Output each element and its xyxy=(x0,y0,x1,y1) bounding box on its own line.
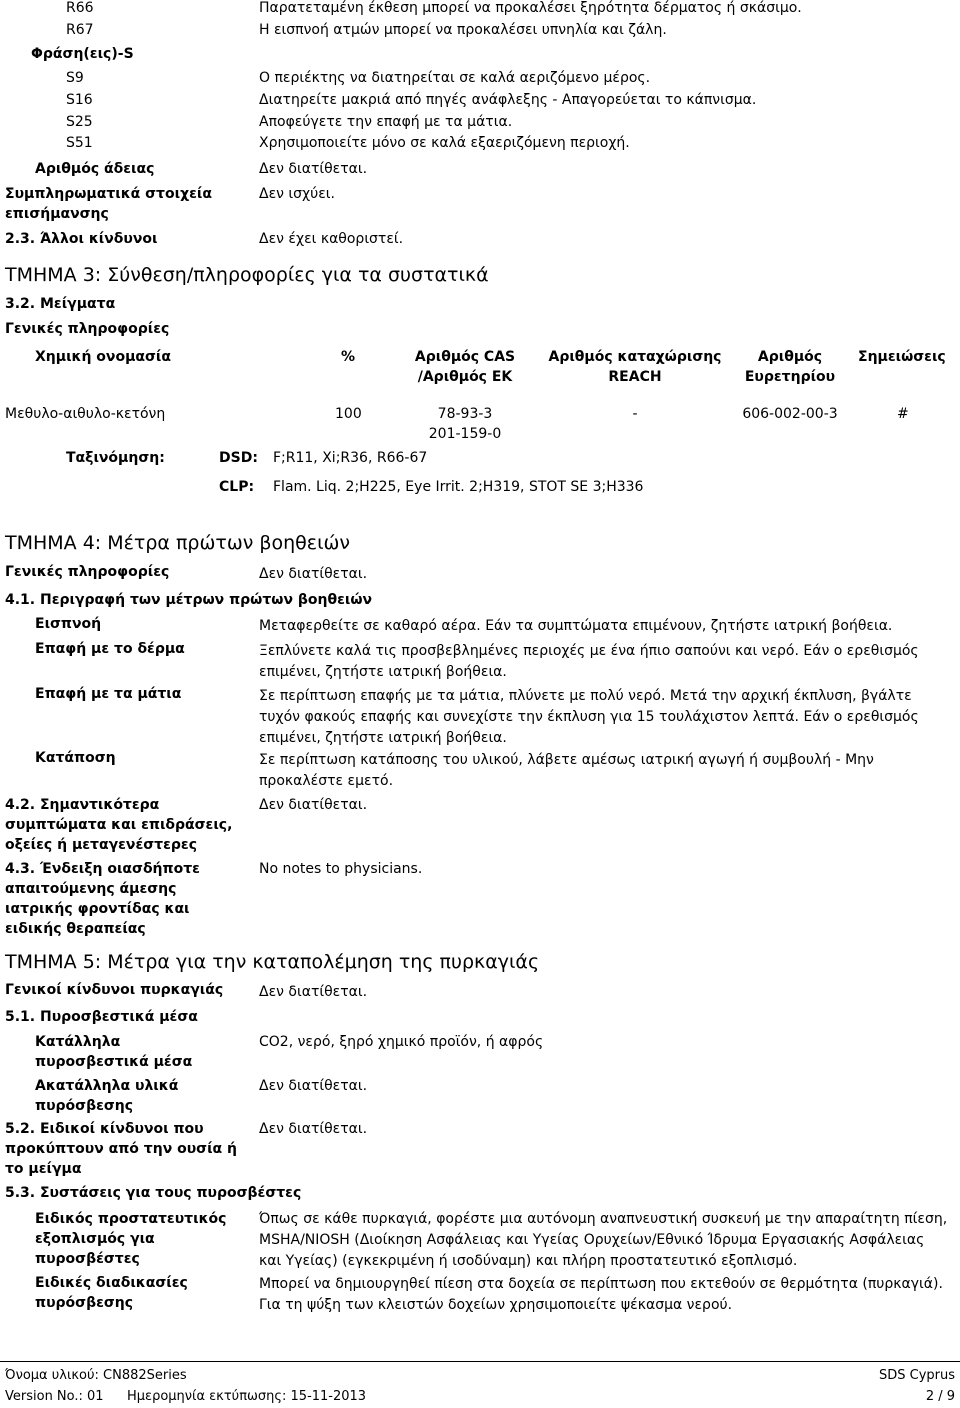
col-index-line1: Αριθμός xyxy=(757,349,823,365)
general-info-label: Γενικές πληροφορίες xyxy=(5,321,170,337)
s9-label: S9 xyxy=(66,70,84,86)
s25-text: Αποφεύγετε την επαφή με τα μάτια. xyxy=(259,114,513,130)
r67-label: R67 xyxy=(66,22,94,38)
s51-heading: 5.1. Πυροσβεστικά μέσα xyxy=(5,1009,198,1025)
substance-reach: - xyxy=(632,406,638,422)
s42-value: Δεν διατίθεται. xyxy=(259,797,368,813)
permit-value: Δεν διατίθεται. xyxy=(259,161,368,177)
firefighting-procedures-value: Μπορεί να δημιουργηθεί πίεση στα δοχεία σε περίπτωση που εκτεθούν σε θερμότητα (πυρκαγιά). Για τη ψύξη των κλειστών δοχείων χρησιμοποιείτε ψέκασμα νερού. xyxy=(259,1276,943,1313)
unsuitable-media-value: Δεν διατίθεται. xyxy=(259,1078,368,1094)
col-notes: Σημειώσεις xyxy=(858,349,946,365)
s5-general-value: Δεν διατίθεται. xyxy=(259,984,368,1000)
s51-label: S51 xyxy=(66,135,93,151)
protective-equipment-value: Όπως σε κάθε πυρκαγιά, φορέστε μια αυτόνομη αναπνευστική συσκευή με την απαραίτητη πίεση, MSHA/NIOSH (Διοίκηση Ασφάλειας και Υγείας Ορυχείων/Εθνικό Ίδρυμα Εργασιακής Ασφάλειας και Υγείας) (εγκεκριμένη ή ισοδύναμη) και πλήρη προστατευτικό εξοπλισμό. xyxy=(259,1211,948,1269)
footer-material-name: Όνομα υλικού: CN882Series xyxy=(5,1368,187,1383)
section4-heading: ΤΜΗΜΑ 4: Μέτρα πρώτων βοηθειών xyxy=(5,532,351,554)
permit-label: Αριθμός άδειας xyxy=(35,161,155,177)
suitable-media-value: CO2, νερό, ξηρό χημικό προϊόν, ή αφρός xyxy=(259,1034,544,1050)
skin-contact-label: Επαφή με το δέρμα xyxy=(35,641,185,657)
footer-divider xyxy=(0,1361,960,1362)
footer-print-date: Ημερομηνία εκτύπωσης: 15-11-2013 xyxy=(127,1389,367,1404)
s5-general-label: Γενικοί κίνδυνοι πυρκαγιάς xyxy=(5,982,224,998)
supplementary-value: Δεν ισχύει. xyxy=(259,186,335,202)
clp-label: CLP: xyxy=(219,479,255,495)
col-reach-line1: Αριθμός καταχώρισης xyxy=(548,349,722,365)
dsd-label: DSD: xyxy=(219,450,258,466)
s16-label: S16 xyxy=(66,92,93,108)
col-index-line2: Ευρετηρίου xyxy=(744,369,836,385)
r66-label: R66 xyxy=(66,0,94,16)
footer-version: Version No.: 01 xyxy=(5,1389,104,1404)
mixtures-heading: 3.2. Μείγματα xyxy=(5,296,116,312)
col-cas-line2: /Αριθμός ΕΚ xyxy=(417,369,513,385)
skin-contact-value: Ξεπλύνετε καλά τις προσβεβλημένες περιοχές με ένα ήπιο σαπούνι και νερό. Εάν ο ερεθισμός επιμένει, ζητήστε ιατρική βοήθεια. xyxy=(259,643,919,680)
unsuitable-media-label: Ακατάλληλα υλικά πυρόσβεσης xyxy=(35,1078,179,1114)
ingestion-label: Κατάποση xyxy=(35,750,116,766)
supplementary-label: Συμπληρωματικά στοιχεία επισήμανσης xyxy=(5,186,212,222)
suitable-media-label: Κατάλληλα πυροσβεστικά μέσα xyxy=(35,1034,193,1070)
substance-ec: 201-159-0 xyxy=(428,426,502,442)
s16-text: Διατηρείτε μακριά από πηγές ανάφλεξης - Απαγορεύεται το κάπνισμα. xyxy=(259,92,757,108)
dsd-value: F;R11, Xi;R36, R66-67 xyxy=(273,450,428,466)
s25-label: S25 xyxy=(66,114,93,130)
s4-general-label: Γενικές πληροφορίες xyxy=(5,564,170,580)
s42-label: 4.2. Σημαντικότερα συμπτώματα και επιδράσεις, οξείες ή μεταγενέστερες xyxy=(5,797,233,853)
substance-percent: 100 xyxy=(335,406,362,422)
footer-sds: SDS Cyprus xyxy=(878,1368,955,1383)
s41-heading: 4.1. Περιγραφή των μέτρων πρώτων βοηθειών xyxy=(5,592,373,608)
other-hazards-value: Δεν έχει καθοριστεί. xyxy=(259,231,404,247)
protective-equipment-label: Ειδικός προστατευτικός εξοπλισμός για πυροσβέστες xyxy=(35,1211,227,1267)
substance-notes: # xyxy=(897,406,909,422)
firefighting-procedures-label: Ειδικές διαδικασίες πυρόσβεσης xyxy=(35,1275,188,1311)
eye-contact-label: Επαφή με τα μάτια xyxy=(35,686,182,702)
col-cas-line1: Αριθμός CAS xyxy=(414,349,516,365)
substance-cas: 78-93-3 xyxy=(437,406,493,422)
s43-value: No notes to physicians. xyxy=(259,861,423,877)
s52-label: 5.2. Ειδικοί κίνδυνοι που προκύπτουν από την ουσία ή το μείγμα xyxy=(5,1121,237,1177)
substance-index: 606-002-00-3 xyxy=(742,406,838,422)
col-chemical-name: Χημική ονομασία xyxy=(35,349,171,365)
eye-contact-value: Σε περίπτωση επαφής με τα μάτια, πλύνετε με πολύ νερό. Μετά την αρχική έκπλυση, βγάλτε τυχόν φακούς επαφής και συνεχίστε την έκπλυση για 15 τουλάχιστον λεπτά. Εάν ο ερεθισμός επιμένει, ζητήστε ιατρική βοήθεια. xyxy=(259,688,919,746)
clp-value: Flam. Liq. 2;H225, Eye Irrit. 2;H319, STOT SE 3;H336 xyxy=(273,479,644,495)
footer-page-number: 2 / 9 xyxy=(925,1389,955,1404)
s52-value: Δεν διατίθεται. xyxy=(259,1121,368,1137)
section3-heading: ΤΜΗΜΑ 3: Σύνθεση/πληροφορίες για τα συστατικά xyxy=(5,264,489,286)
section5-heading: ΤΜΗΜΑ 5: Μέτρα για την καταπολέμηση της πυρκαγιάς xyxy=(5,951,540,973)
s51-text: Χρησιμοποιείτε μόνο σε καλά εξαεριζόμενη περιοχή. xyxy=(259,135,630,151)
inhalation-value: Μεταφερθείτε σε καθαρό αέρα. Εάν τα συμπτώματα επιμένουν, ζητήστε ιατρική βοήθεια. xyxy=(259,618,893,634)
r67-text: Η εισπνοή ατμών μπορεί να προκαλέσει υπνηλία και ζάλη. xyxy=(259,22,667,38)
inhalation-label: Εισπνοή xyxy=(35,616,102,632)
classification-label: Ταξινόμηση: xyxy=(66,450,165,466)
ingestion-value: Σε περίπτωση κατάποσης του υλικού, λάβετε αμέσως ιατρική αγωγή ή συμβουλή - Μην προκαλέστε εμετό. xyxy=(259,752,874,789)
col-percent: % xyxy=(341,349,356,365)
s53-heading: 5.3. Συστάσεις για τους πυροσβέστες xyxy=(5,1185,302,1201)
r66-text: Παρατεταμένη έκθεση μπορεί να προκαλέσει ξηρότητα δέρματος ή σκάσιμο. xyxy=(259,0,802,16)
col-reach-line2: REACH xyxy=(608,369,662,385)
other-hazards-label: 2.3. Άλλοι κίνδυνοι xyxy=(5,231,158,247)
s9-text: Ο περιέκτης να διατηρείται σε καλά αεριζόμενο μέρος. xyxy=(259,70,651,86)
substance-name: Μεθυλο-αιθυλο-κετόνη xyxy=(5,406,166,422)
s4-general-value: Δεν διατίθεται. xyxy=(259,566,368,582)
s-phrases-label: Φράση(εις)-S xyxy=(31,46,134,62)
s43-label: 4.3. Ένδειξη οιασδήποτε απαιτούμενης άμεσης ιατρικής φροντίδας και ειδικής θεραπείας xyxy=(5,861,200,937)
